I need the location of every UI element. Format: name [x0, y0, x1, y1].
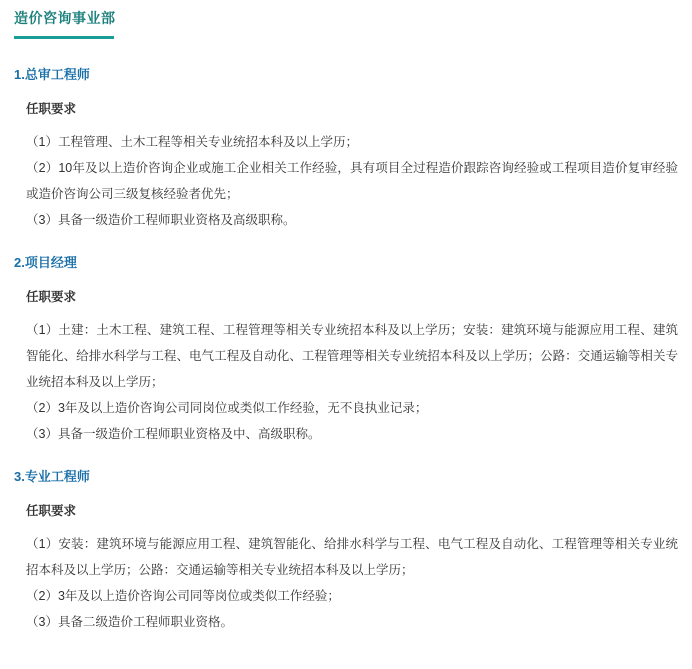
- requirement-item: （1）土建：土木工程、建筑工程、工程管理等相关专业统招本科及以上学历；安装：建筑环境与能源应用工程、建筑智能化、给排水科学与工程、电气工程及自动化、工程管理等相关专业统招本科及以上学历；公路：交通运输等相关专业统招本科及以上学历；: [26, 323, 678, 389]
- job-title-2: 2.项目经理: [14, 255, 77, 270]
- requirements-heading-3: 任职要求: [26, 504, 77, 518]
- requirements-heading-1: 任职要求: [26, 102, 77, 116]
- requirement-item: （3）具备一级造价工程师职业资格及中、高级职称。: [26, 427, 321, 441]
- job-title-1: 1.总审工程师: [14, 67, 90, 82]
- department-header: [14, 0, 678, 45]
- department-title-underline: [14, 36, 114, 39]
- requirement-item: （3）具备二级造价工程师职业资格。: [26, 615, 233, 629]
- job-section-2: [14, 253, 678, 447]
- job-title-3: 3.专业工程师: [14, 469, 90, 484]
- requirement-item: （2）3年及以上造价咨询公司同等岗位或类似工作经验；: [26, 589, 340, 603]
- requirements-heading-2: 任职要求: [26, 290, 77, 304]
- requirement-item: （1）安装：建筑环境与能源应用工程、建筑智能化、给排水科学与工程、电气工程及自动化、工程管理等相关专业统招本科及以上学历；公路：交通运输等相关专业统招本科及以上学历；: [26, 537, 678, 577]
- requirement-item: （2）10年及以上造价咨询企业或施工企业相关工作经验，具有项目全过程造价跟踪咨询经验或工程项目造价复审经验或造价咨询公司三级复核经验者优先；: [26, 161, 678, 201]
- requirement-item: （3）具备一级造价工程师职业资格及高级职称。: [26, 213, 296, 227]
- requirement-item: （1）工程管理、土木工程等相关专业统招本科及以上学历；: [26, 135, 358, 149]
- requirement-item: （2）3年及以上造价咨询公司同岗位或类似工作经验，无不良执业记录；: [26, 401, 428, 415]
- job-section-3: [14, 467, 678, 635]
- job-section-1: [14, 65, 678, 233]
- department-title: 造价咨询事业部: [14, 10, 116, 26]
